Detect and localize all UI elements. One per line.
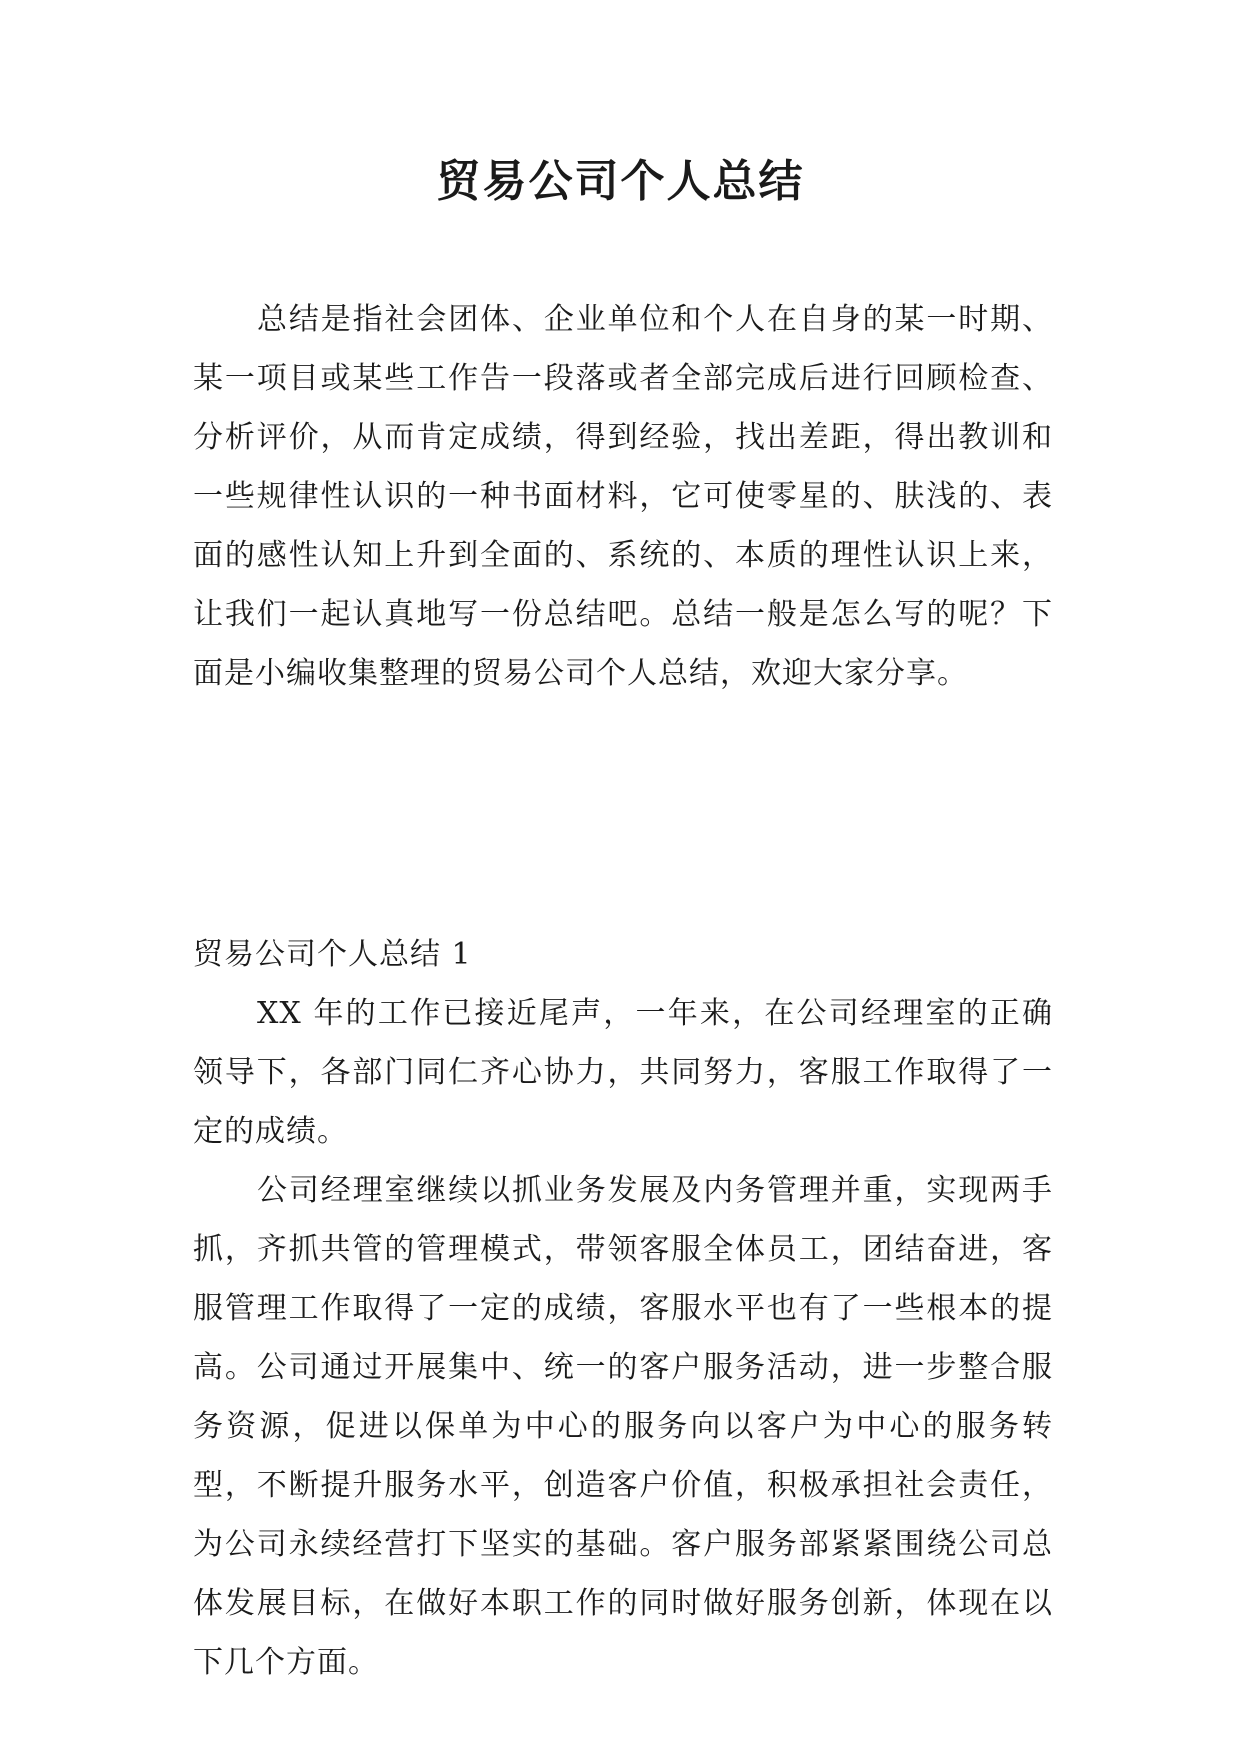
intro-paragraph: 总结是指社会团体、企业单位和个人在自身的某一时期、某一项目或某些工作告一段落或者全部完成后进行回顾检查、分析评价，从而肯定成绩，得到经验，找出差距，得出教训和一些规律性认识的一种书面材料，它可使零星的、肤浅的、表面的感性认知上升到全面的、系统的、本质的理性认识上来，让我们一起认真地写一份总结吧。总结一般是怎么写的呢？下面是小编收集整理的贸易公司个人总结，欢迎大家分享。 xyxy=(193,302,1053,691)
section-body xyxy=(193,984,1053,1692)
intro-block xyxy=(193,290,1053,703)
body-paragraph: 公司经理室继续以抓业务发展及内务管理并重，实现两手抓，齐抓共管的管理模式，带领客服全体员工，团结奋进，客服管理工作取得了一定的成绩，客服水平也有了一些根本的提高。公司通过开展集中、统一的客户服务活动，进一步整合服务资源，促进以保单为中心的服务向以客户为中心的服务转型，不断提升服务水平，创造客户价值，积极承担社会责任，为公司永续经营打下坚实的基础。客户服务部紧紧围绕公司总体发展目标，在做好本职工作的同时做好服务创新，体现在以下几个方面。 xyxy=(193,1173,1053,1680)
body-paragraph: XX 年的工作已接近尾声，一年来，在公司经理室的正确领导下，各部门同仁齐心协力，共同努力，客服工作取得了一定的成绩。 xyxy=(193,996,1053,1149)
section-heading: 贸易公司个人总结 1 xyxy=(193,937,472,972)
document-title: 贸易公司个人总结 xyxy=(436,156,805,207)
